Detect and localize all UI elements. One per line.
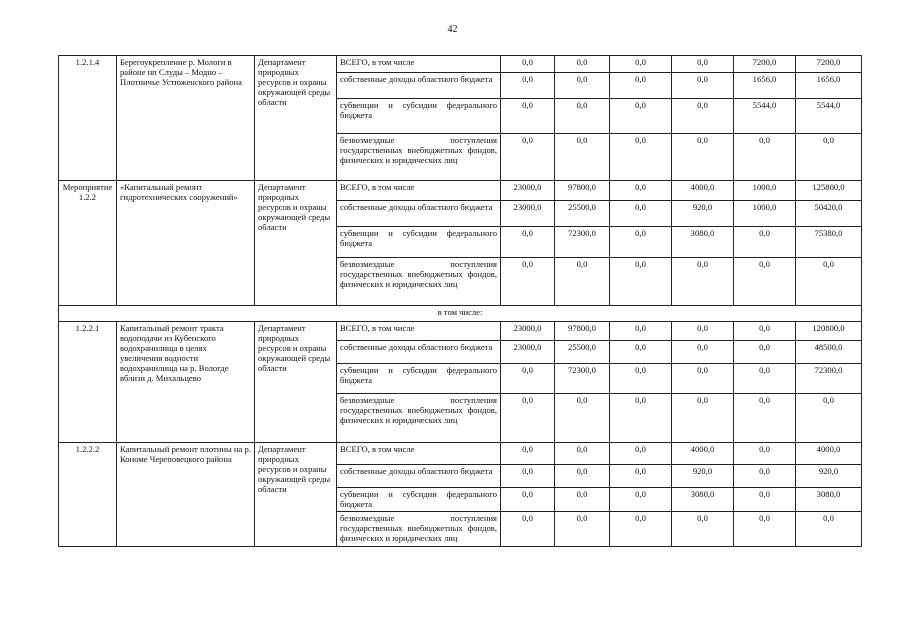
table-row <box>59 443 862 465</box>
amount-cell: 0,0 <box>555 56 610 73</box>
amount-cell: 0,0 <box>796 512 862 547</box>
item-code: Мероприятие 1.2.2 <box>59 181 117 306</box>
funding-source: собственные доходы областного бюджета <box>337 201 501 227</box>
funding-source: ВСЕГО, в том числе <box>337 322 501 341</box>
amount-cell: 72300,0 <box>796 364 862 394</box>
amount-cell: 3080,0 <box>672 488 734 512</box>
funding-source: безвозмездные поступления государственных внебюджетных фондов, физических и юридических лиц <box>337 512 501 547</box>
amount-cell: 0,0 <box>610 394 672 443</box>
amount-cell: 0,0 <box>555 258 610 306</box>
amount-cell: 1656,0 <box>796 73 862 99</box>
amount-cell: 0,0 <box>672 73 734 99</box>
funding-source: собственные доходы областного бюджета <box>337 341 501 364</box>
amount-cell: 0,0 <box>672 258 734 306</box>
amount-cell: 0,0 <box>610 134 672 181</box>
amount-cell: 0,0 <box>672 512 734 547</box>
amount-cell: 0,0 <box>734 341 796 364</box>
amount-cell: 0,0 <box>610 201 672 227</box>
funding-source: собственные доходы областного бюджета <box>337 465 501 488</box>
amount-cell: 75380,0 <box>796 227 862 258</box>
amount-cell: 0,0 <box>734 134 796 181</box>
amount-cell: 120800,0 <box>796 322 862 341</box>
amount-cell: 0,0 <box>610 73 672 99</box>
amount-cell: 0,0 <box>555 73 610 99</box>
amount-cell: 7200,0 <box>734 56 796 73</box>
amount-cell: 920,0 <box>672 465 734 488</box>
amount-cell: 5544,0 <box>796 99 862 134</box>
amount-cell: 3080,0 <box>796 488 862 512</box>
item-name: Капитальный ремонт тракта водоподачи из Кубенского водохранилища в целях увеличения водности водохранилища на р. Вологде вблизи д. Михальцево <box>117 322 255 443</box>
amount-cell: 0,0 <box>796 134 862 181</box>
amount-cell: 0,0 <box>610 99 672 134</box>
amount-cell: 0,0 <box>672 322 734 341</box>
item-code: 1.2.2.2 <box>59 443 117 547</box>
amount-cell: 0,0 <box>672 99 734 134</box>
amount-cell: 0,0 <box>610 512 672 547</box>
item-code: 1.2.2.1 <box>59 322 117 443</box>
funding-source: субвенции и субсидии федерального бюджета <box>337 227 501 258</box>
amount-cell: 0,0 <box>672 134 734 181</box>
subheader-row <box>59 306 862 322</box>
amount-cell: 0,0 <box>501 488 555 512</box>
table-body <box>59 56 862 547</box>
funding-source: субвенции и субсидии федерального бюджета <box>337 488 501 512</box>
amount-cell: 97800,0 <box>555 181 610 201</box>
amount-cell: 125800,0 <box>796 181 862 201</box>
page-number: 42 <box>447 24 458 35</box>
item-name: Берегоукрепление р. Мологи в районе нп Слуды – Модно – Плотничье Устюженского района <box>117 56 255 181</box>
funding-source: собственные доходы областного бюджета <box>337 73 501 99</box>
amount-cell: 4000,0 <box>672 443 734 465</box>
funding-source: безвозмездные поступления государственных внебюджетных фондов, физических и юридических лиц <box>337 258 501 306</box>
amount-cell: 0,0 <box>555 512 610 547</box>
table-row <box>59 322 862 341</box>
amount-cell: 0,0 <box>672 341 734 364</box>
amount-cell: 920,0 <box>796 465 862 488</box>
amount-cell: 0,0 <box>555 134 610 181</box>
amount-cell: 0,0 <box>610 443 672 465</box>
amount-cell: 0,0 <box>734 465 796 488</box>
amount-cell: 23000,0 <box>501 181 555 201</box>
amount-cell: 0,0 <box>501 227 555 258</box>
amount-cell: 1656,0 <box>734 73 796 99</box>
amount-cell: 0,0 <box>734 512 796 547</box>
amount-cell: 0,0 <box>501 134 555 181</box>
funding-source: безвозмездные поступления государственных внебюджетных фондов, физических и юридических лиц <box>337 134 501 181</box>
amount-cell: 0,0 <box>610 322 672 341</box>
funding-source: субвенции и субсидии федерального бюджета <box>337 99 501 134</box>
amount-cell: 72300,0 <box>555 227 610 258</box>
amount-cell: 0,0 <box>734 443 796 465</box>
item-code: 1.2.1.4 <box>59 56 117 181</box>
item-name: Капитальный ремонт плотины на р. Кономе Череповецкого района <box>117 443 255 547</box>
amount-cell: 0,0 <box>501 443 555 465</box>
table-row <box>59 181 862 201</box>
amount-cell: 50420,0 <box>796 201 862 227</box>
amount-cell: 0,0 <box>672 56 734 73</box>
item-department: Департамент природных ресурсов и охраны окружающей среды области <box>255 443 337 547</box>
amount-cell: 23000,0 <box>501 322 555 341</box>
item-name: «Капитальный ремонт гидротехнических сооружений» <box>117 181 255 306</box>
funding-source: безвозмездные поступления государственных внебюджетных фондов, физических и юридических лиц <box>337 394 501 443</box>
table-row <box>59 56 862 73</box>
amount-cell: 1000,0 <box>734 201 796 227</box>
amount-cell: 0,0 <box>501 258 555 306</box>
amount-cell: 72300,0 <box>555 364 610 394</box>
amount-cell: 5544,0 <box>734 99 796 134</box>
amount-cell: 0,0 <box>555 443 610 465</box>
item-department: Департамент природных ресурсов и охраны окружающей среды области <box>255 56 337 181</box>
amount-cell: 0,0 <box>501 99 555 134</box>
funding-source: ВСЕГО, в том числе <box>337 181 501 201</box>
amount-cell: 1000,0 <box>734 181 796 201</box>
amount-cell: 0,0 <box>672 394 734 443</box>
item-department: Департамент природных ресурсов и охраны окружающей среды области <box>255 322 337 443</box>
amount-cell: 48500,0 <box>796 341 862 364</box>
amount-cell: 0,0 <box>610 227 672 258</box>
amount-cell: 0,0 <box>796 394 862 443</box>
amount-cell: 0,0 <box>501 465 555 488</box>
funding-source: ВСЕГО, в том числе <box>337 443 501 465</box>
amount-cell: 4000,0 <box>672 181 734 201</box>
subheader-cell: в том числе: <box>59 306 862 322</box>
amount-cell: 25500,0 <box>555 341 610 364</box>
amount-cell: 0,0 <box>555 394 610 443</box>
amount-cell: 0,0 <box>501 73 555 99</box>
amount-cell: 0,0 <box>610 258 672 306</box>
amount-cell: 0,0 <box>501 364 555 394</box>
amount-cell: 0,0 <box>610 364 672 394</box>
funding-source: субвенции и субсидии федерального бюджета <box>337 364 501 394</box>
amount-cell: 23000,0 <box>501 201 555 227</box>
amount-cell: 0,0 <box>555 99 610 134</box>
amount-cell: 0,0 <box>555 465 610 488</box>
funding-source: ВСЕГО, в том числе <box>337 56 501 73</box>
amount-cell: 920,0 <box>672 201 734 227</box>
budget-table <box>58 55 862 547</box>
amount-cell: 23000,0 <box>501 341 555 364</box>
amount-cell: 0,0 <box>610 181 672 201</box>
amount-cell: 0,0 <box>501 512 555 547</box>
amount-cell: 0,0 <box>734 258 796 306</box>
amount-cell: 0,0 <box>734 488 796 512</box>
amount-cell: 7200,0 <box>796 56 862 73</box>
amount-cell: 0,0 <box>610 56 672 73</box>
amount-cell: 0,0 <box>610 465 672 488</box>
amount-cell: 0,0 <box>610 488 672 512</box>
amount-cell: 0,0 <box>734 322 796 341</box>
amount-cell: 0,0 <box>501 56 555 73</box>
amount-cell: 0,0 <box>734 394 796 443</box>
amount-cell: 3080,0 <box>672 227 734 258</box>
amount-cell: 4000,0 <box>796 443 862 465</box>
item-department: Департамент природных ресурсов и охраны окружающей среды области <box>255 181 337 306</box>
amount-cell: 0,0 <box>796 258 862 306</box>
amount-cell: 0,0 <box>672 364 734 394</box>
amount-cell: 0,0 <box>501 394 555 443</box>
amount-cell: 0,0 <box>734 364 796 394</box>
amount-cell: 97800,0 <box>555 322 610 341</box>
amount-cell: 0,0 <box>555 488 610 512</box>
amount-cell: 0,0 <box>610 341 672 364</box>
amount-cell: 0,0 <box>734 227 796 258</box>
amount-cell: 25500,0 <box>555 201 610 227</box>
